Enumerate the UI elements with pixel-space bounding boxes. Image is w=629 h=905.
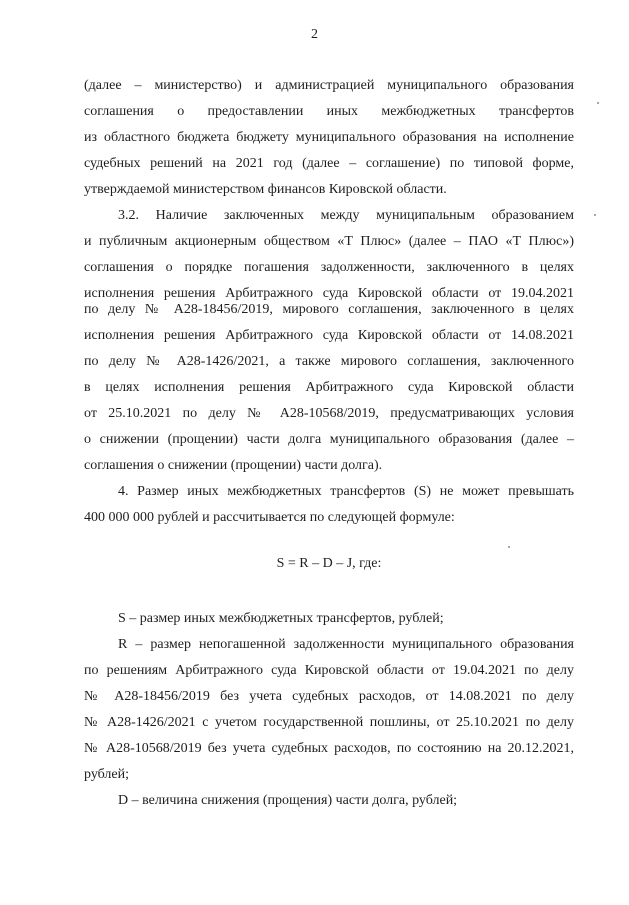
text-line: из областного бюджета бюджету муниципального образования на исполнение [84,130,574,145]
definition-s: S – размер иных межбюджетных трансфертов, рублей; [118,611,444,626]
text-line: соглашения о предоставлении иных межбюджетных трансфертов [84,104,574,119]
text-line: исполнения решения Арбитражного суда Кировской области от 14.08.2021 [84,328,574,343]
text-line: соглашения о порядке погашения задолженности, заключенного в целях [84,260,574,275]
text-line: № А28-10568/2019 без учета судебных расходов, по состоянию на 20.12.2021, [84,741,574,756]
text-line: № А28-1426/2021 с учетом государственной пошлины, от 25.10.2021 по делу [84,715,574,730]
text-line: по делу № А28-18456/2019, мирового соглашения, заключенного в целях [84,302,574,317]
text-line: рублей; [84,767,129,782]
text-line: от 25.10.2021 по делу № А28-10568/2019, предусматривающих условия [84,406,574,421]
text-line: 4. Размер иных межбюджетных трансфертов (S) не может превышать [118,484,574,499]
text-line: о снижении (прощении) части долга муниципального образования (далее – [84,432,574,447]
text-line: 400 000 000 рублей и рассчитывается по следующей формуле: [84,510,455,525]
text-line: № А28-18456/2019 без учета судебных расходов, от 14.08.2021 по делу [84,689,574,704]
text-line: в целях исполнения решения Арбитражного суда Кировской области [84,380,574,395]
text-line: и публичным акционерным обществом «Т Плюс» (далее – ПАО «Т Плюс») [84,234,574,249]
text-line: 3.2. Наличие заключенных между муниципальным образованием [118,208,574,223]
page-number: 2 [311,27,318,42]
formula: S = R – D – J, где: [276,556,382,571]
scan-speck [594,214,596,216]
definition-d: D – величина снижения (прощения) части долга, рублей; [118,793,458,808]
scan-speck [597,102,599,104]
text-line: (далее – министерство) и администрацией муниципального образования [84,78,574,93]
text-line: по решениям Арбитражного суда Кировской области от 19.04.2021 по делу [84,663,574,678]
text-line: судебных решений на 2021 год (далее – соглашение) по типовой форме, [84,156,574,171]
text-line: исполнения решения Арбитражного суда Кировской области от 19.04.2021 [84,286,574,301]
scan-speck [508,546,510,548]
text-line: соглашения о снижении (прощении) части долга). [84,458,383,473]
text-line: R – размер непогашенной задолженности муниципального образования [118,637,574,652]
text-line: по делу № А28-1426/2021, а также мирового соглашения, заключенного [84,354,574,369]
text-line: утверждаемой министерством финансов Кировской области. [84,182,447,197]
